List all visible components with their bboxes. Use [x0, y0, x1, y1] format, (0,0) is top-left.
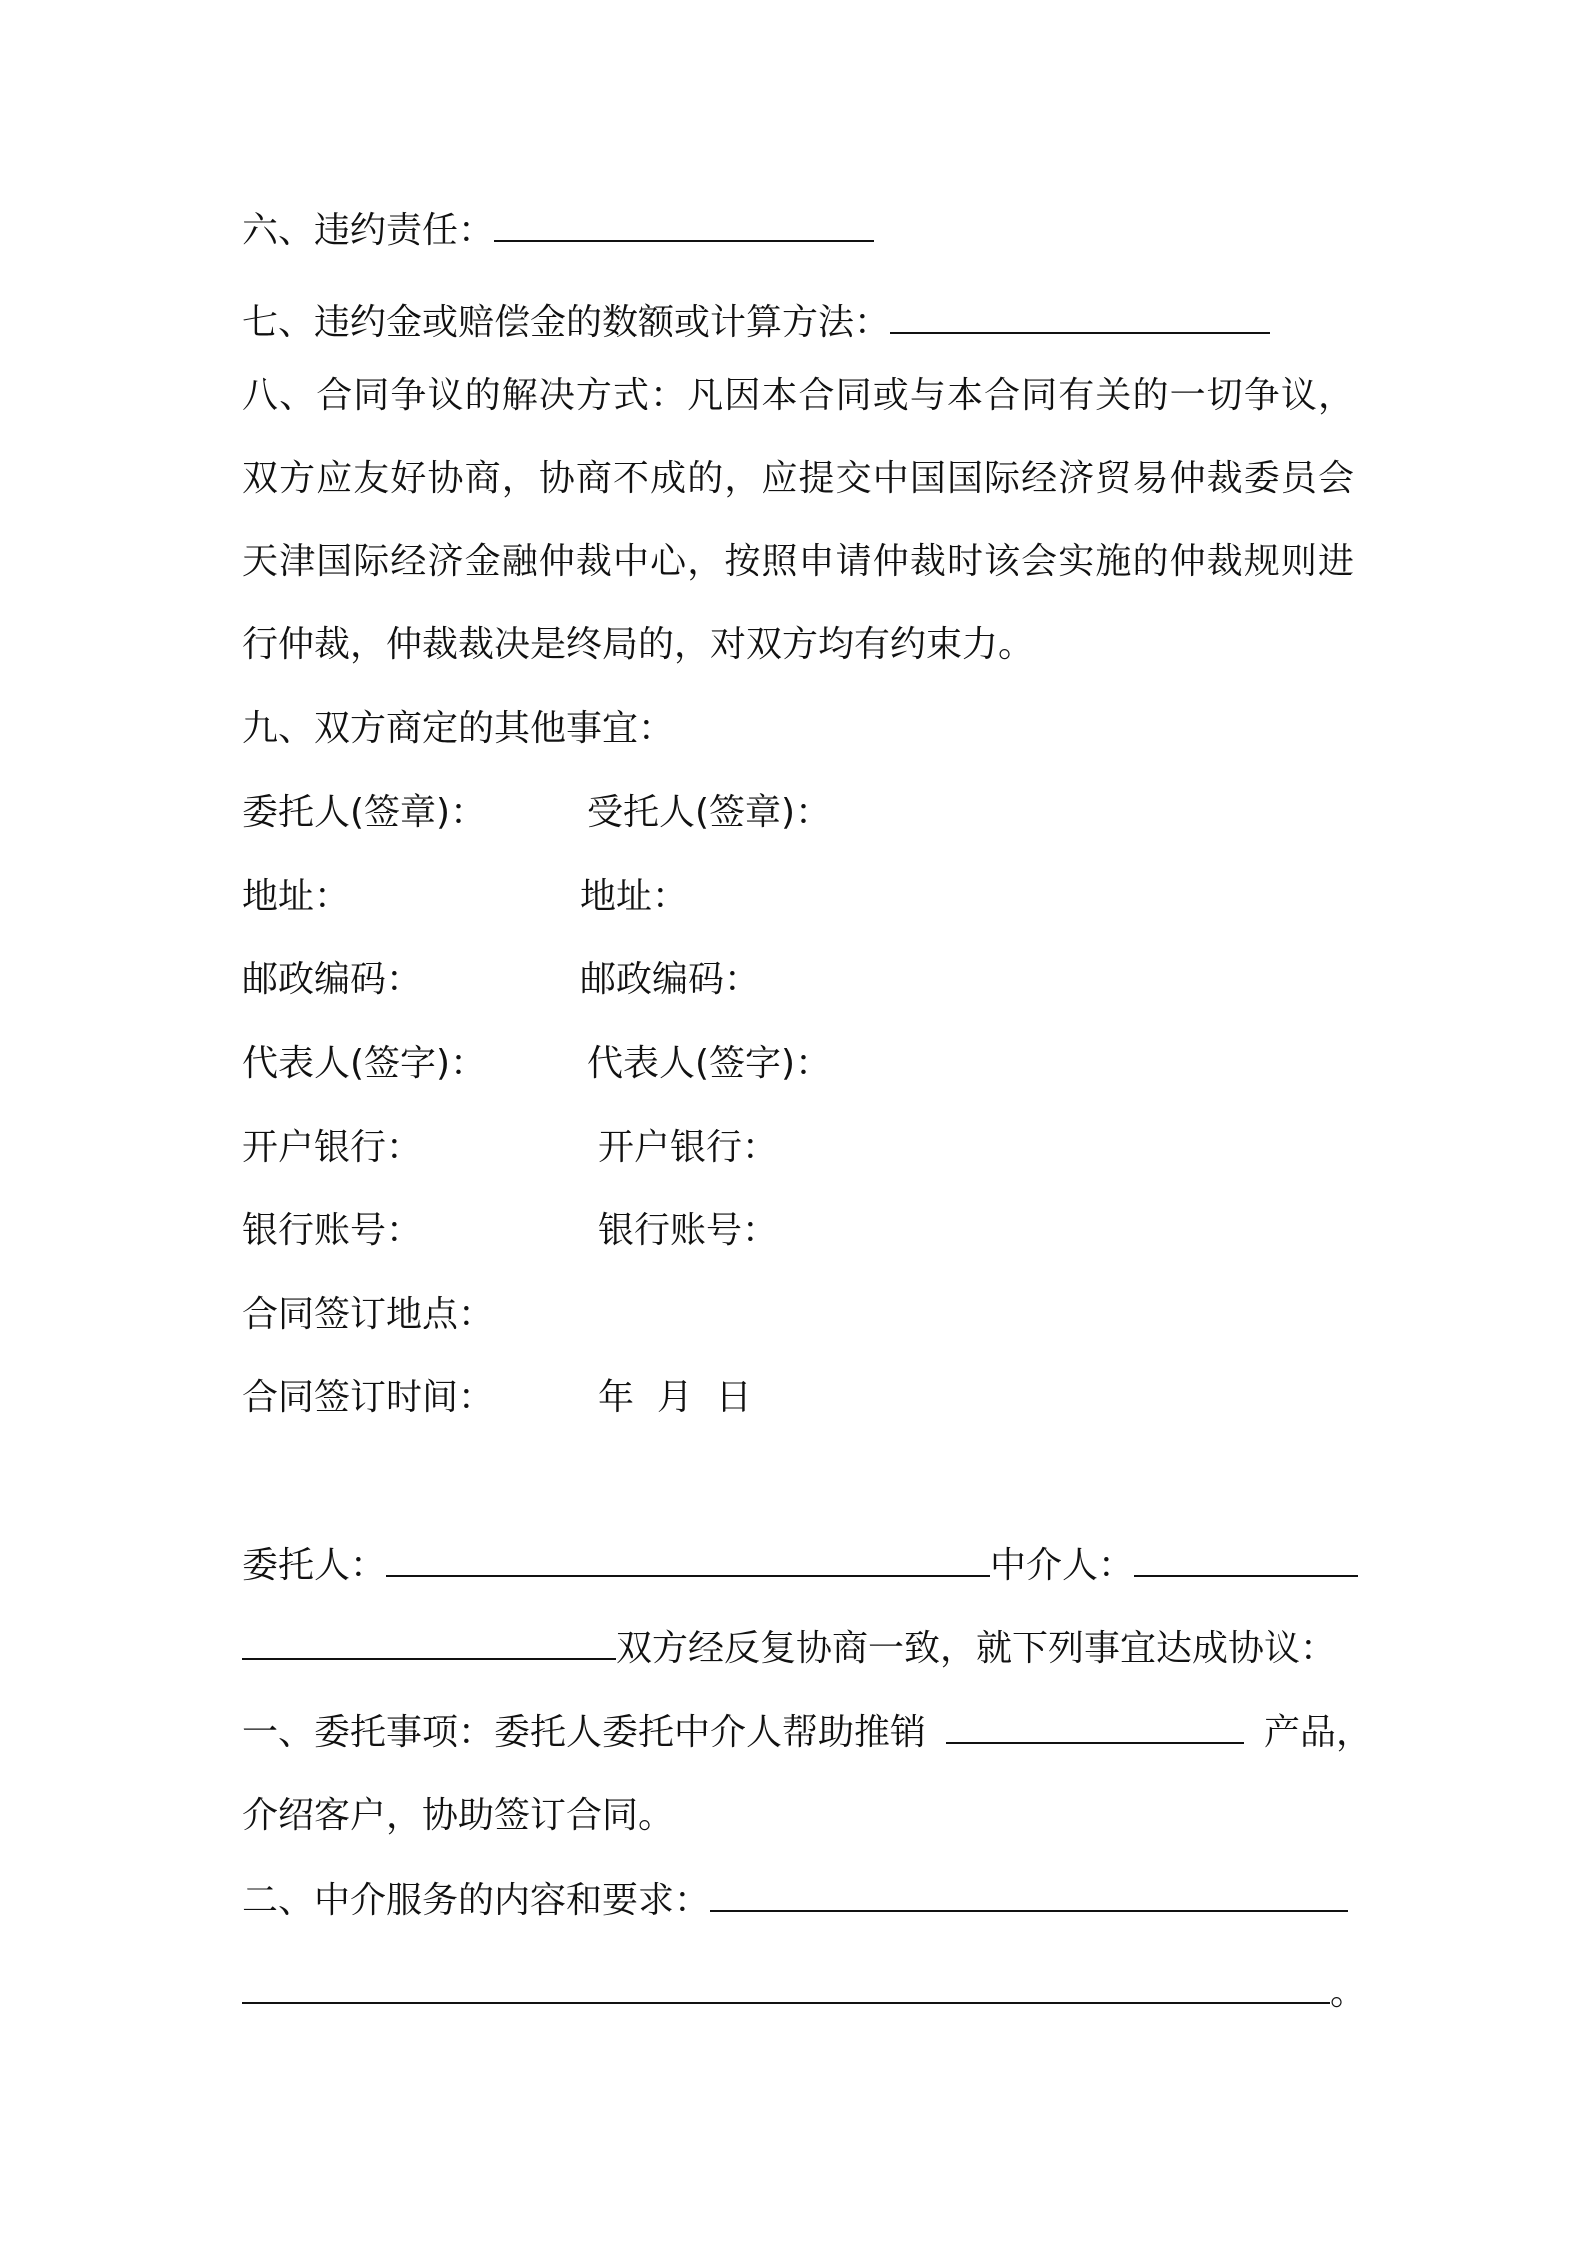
item-2-end: 。 — [1330, 1972, 1367, 2013]
date-placeholder: 年 月 日 — [598, 1377, 752, 1418]
address-left-label: 地址： — [242, 876, 351, 917]
agent-seal-label: 受托人(签章)： — [587, 792, 832, 833]
clause-7-blank[interactable] — [890, 298, 1270, 334]
principal-label: 委托人： — [242, 1545, 387, 1586]
intermediary-name-continued-blank[interactable] — [242, 1624, 616, 1660]
item-1-prefix: 一、委托事项：委托人委托中介人帮助推销 — [242, 1712, 927, 1753]
item-1-line-2: 介绍客户，协助签订合同。 — [242, 1795, 675, 1836]
intermediary-name-blank[interactable] — [1134, 1541, 1358, 1577]
bank-right-label: 开户银行： — [598, 1127, 779, 1168]
item-1-suffix: 产品， — [1264, 1712, 1373, 1753]
item-2-continued — [242, 1968, 1366, 2017]
clause-7-label: 七、违约金或赔偿金的数额或计算方法： — [242, 302, 891, 343]
service-content-blank[interactable] — [710, 1876, 1348, 1912]
item-2 — [242, 1876, 1348, 1925]
clause-8-line: 天津国际经济金融仲裁中心，按照申请仲裁时该会实施的仲裁规则进 — [242, 541, 1354, 582]
bank-left-label: 开户银行： — [242, 1127, 423, 1168]
agreement-consensus — [242, 1624, 1336, 1673]
item-1 — [242, 1708, 1372, 1757]
service-content-blank-2[interactable] — [242, 1968, 1330, 2004]
clause-8-line: 行仲裁，仲裁裁决是终局的，对双方均有约束力。 — [242, 624, 1035, 665]
sign-time-label: 合同签订时间： — [242, 1377, 495, 1418]
clause-6-blank[interactable] — [494, 206, 874, 242]
product-blank[interactable] — [946, 1708, 1244, 1744]
clause-6-label: 六、违约责任： — [242, 210, 495, 251]
postcode-left-label: 邮政编码： — [242, 959, 423, 1000]
account-right-label: 银行账号： — [598, 1210, 779, 1251]
principal-name-blank[interactable] — [386, 1541, 990, 1577]
clause-8-line: 双方应友好协商，协商不成的，应提交中国国际经济贸易仲裁委员会 — [242, 458, 1354, 499]
address-right-label: 地址： — [580, 876, 689, 917]
principal-seal-label: 委托人(签章)： — [242, 792, 487, 833]
clause-8-line: 八、合同争议的解决方式：凡因本合同或与本合同有关的一切争议， — [242, 375, 1354, 416]
rep-right-label: 代表人(签字)： — [587, 1043, 832, 1084]
item-2-label: 二、中介服务的内容和要求： — [242, 1880, 711, 1921]
clause-9: 九、双方商定的其他事宜： — [242, 708, 675, 749]
consensus-text: 双方经反复协商一致，就下列事宜达成协议： — [616, 1628, 1337, 1669]
agreement-parties — [242, 1541, 1358, 1590]
account-left-label: 银行账号： — [242, 1210, 423, 1251]
clause-6 — [242, 206, 874, 255]
rep-left-label: 代表人(签字)： — [242, 1043, 487, 1084]
intermediary-label: 中介人： — [990, 1545, 1135, 1586]
postcode-right-label: 邮政编码： — [580, 959, 761, 1000]
clause-7 — [242, 298, 1270, 347]
sign-place-label: 合同签订地点： — [242, 1294, 495, 1335]
